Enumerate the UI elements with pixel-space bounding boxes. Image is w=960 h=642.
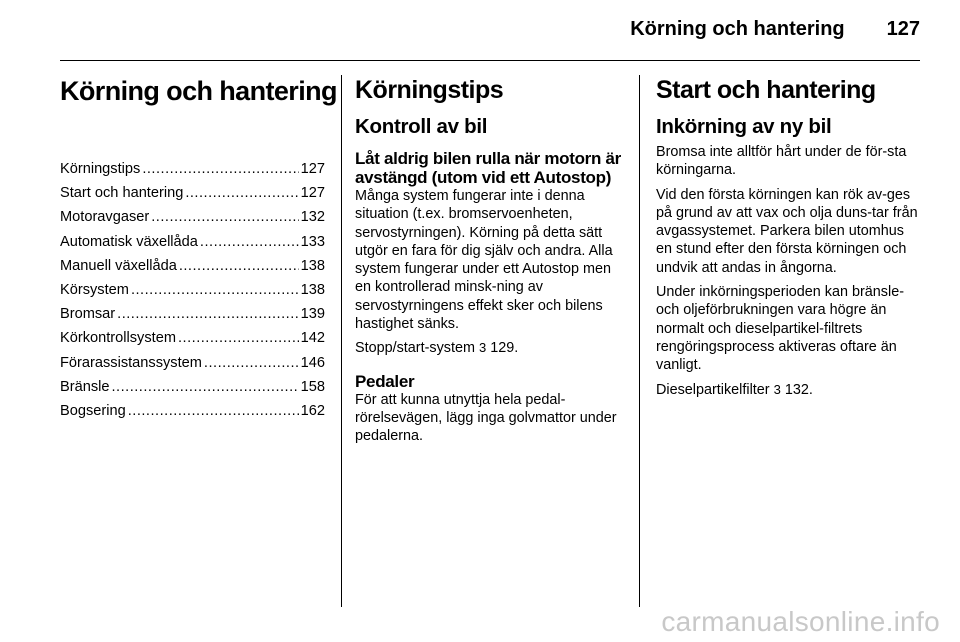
toc-entry-page: 162 [300,403,325,420]
toc-entry-title: Förarassistanssystem [60,354,202,371]
page-arrow-icon: 3 [478,340,487,356]
toc-entry[interactable] [60,399,325,423]
running-header [60,18,920,41]
subsection-title: Kontroll av bil [355,115,488,138]
toc-leader-dots [178,326,299,350]
toc-entry[interactable] [60,205,325,229]
toc-entry-title: Automatisk växellåda [60,233,198,250]
column-driving-tips [355,70,625,452]
column-divider [639,75,640,607]
warning-heading: Låt aldrig bilen rulla när motorn är avstängd (utom vid ett Autostop) [355,149,621,187]
toc-entry-page: 146 [300,354,325,371]
toc-leader-dots [179,254,299,278]
page-arrow-icon: 3 [773,381,781,397]
body-paragraph: Många system fungerar inte i denna situation (t.ex. bromservoenheten, servostyrningen). Körning på detta sätt utgör en fara för dig själv och andra. Alla system fungerar under ett Autostop men en kontrollerad minsk-ning av servostyrningens effekt sker och bilens hastighet sänks. [355,188,613,333]
column-divider [341,75,342,607]
chapter-title: Körning och hantering [60,76,337,106]
toc-entry-page: 142 [300,330,325,347]
cross-reference-text: Stopp/start-system [355,340,475,357]
toc-entry[interactable] [60,375,325,399]
column-toc [60,70,337,423]
toc-entry-page: 132 [300,209,325,226]
toc-leader-dots [200,230,299,254]
toc-entry-title: Körsystem [60,282,129,299]
toc-leader-dots [151,205,298,229]
toc-entry[interactable] [60,230,325,254]
cross-reference-text: Dieselpartikelfilter [656,381,770,398]
table-of-contents [60,157,325,423]
body-paragraph: För att kunna utnyttja hela pedal-rörelsevägen, lägg inga golvmattor under pedalerna. [355,391,617,445]
toc-entry[interactable] [60,302,325,326]
cross-reference[interactable] [355,339,625,357]
body-paragraph: Vid den första körningen kan rök av-ges på grund av att vax och olja duns-tar från avgassystemet. Parkera bilen utomhus en stund efter den första körningen och undvik att andas in ångorna. [656,186,918,276]
toc-entry-title: Bränsle [60,378,110,395]
header-rule [60,60,920,61]
toc-entry-page: 127 [300,161,325,177]
toc-leader-dots [111,375,298,399]
subsection-title: Inkörning av ny bil [656,115,832,138]
toc-entry-title: Start och hantering [60,185,184,202]
toc-entry-page: 138 [300,282,325,299]
column-start-handling [656,70,922,413]
toc-leader-dots [142,157,298,181]
toc-leader-dots [128,399,299,423]
cross-reference-page: 132. [784,381,813,398]
cross-reference[interactable] [656,381,922,399]
toc-entry[interactable] [60,351,325,375]
toc-leader-dots [185,181,298,205]
toc-leader-dots [117,302,299,326]
section-title: Start och hantering [656,76,876,104]
toc-entry-page: 139 [300,306,325,323]
body-paragraph: Under inkörningsperioden kan bränsle- och oljeförbrukningen vara högre än normalt och dieselpartikel-filtrets rengöringsprocess aktiveras oftare än vanligt. [656,284,904,374]
page-number: 127 [886,18,920,40]
pedals-heading: Pedaler [355,371,415,391]
toc-entry-page: 133 [300,233,325,250]
toc-entry-title: Bromsar [60,306,116,323]
toc-entry-title: Körkontrollsystem [60,330,176,347]
toc-entry-page: 138 [300,257,325,274]
toc-entry[interactable] [60,254,325,278]
toc-leader-dots [204,351,299,375]
toc-entry-title: Bogsering [60,403,126,420]
toc-entry-page: 127 [300,185,325,202]
toc-entry[interactable] [60,326,325,350]
toc-entry[interactable] [60,181,325,205]
cross-reference-page: 129. [490,340,519,357]
toc-leader-dots [131,278,299,302]
toc-entry[interactable] [60,278,325,302]
toc-entry-page: 158 [300,378,325,395]
toc-entry[interactable] [60,157,325,181]
running-header-title: Körning och hantering [630,18,845,40]
toc-entry-title: Manuell växellåda [60,257,177,274]
toc-entry-title: Körningstips [60,161,141,177]
toc-entry-title: Motoravgaser [60,209,150,226]
section-title: Körningstips [355,76,504,104]
body-paragraph: Bromsa inte alltför hårt under de för-sta körningarna. [656,144,907,179]
watermark: carmanualsonline.info [661,606,940,637]
